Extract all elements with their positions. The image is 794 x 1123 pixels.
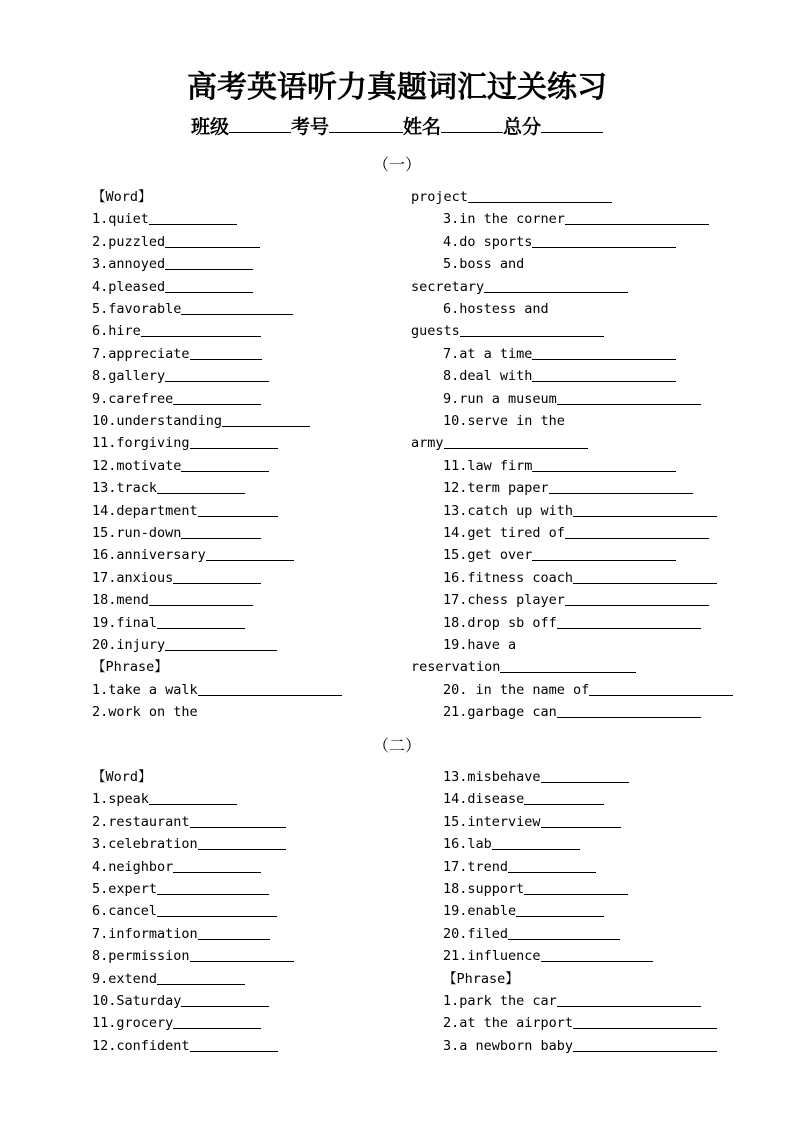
- right-item: [443, 478, 693, 498]
- right-item: [443, 1036, 717, 1056]
- right-item: [411, 433, 588, 453]
- right-item: [443, 254, 524, 274]
- left-item: [92, 613, 245, 633]
- right-item: [443, 344, 676, 364]
- answer-blank[interactable]: [173, 389, 261, 405]
- item-text: 14.department: [92, 502, 198, 519]
- right-item: [443, 590, 709, 610]
- left-item: [92, 1013, 261, 1033]
- answer-blank[interactable]: [565, 590, 709, 606]
- item-text: 12.confident: [92, 1037, 190, 1054]
- item-text: 8.permission: [92, 948, 190, 965]
- right-item: [443, 680, 733, 700]
- right-item: [411, 657, 636, 677]
- left-item: [92, 901, 277, 921]
- item-text: 6.cancel: [92, 903, 158, 920]
- answer-blank[interactable]: [532, 545, 676, 561]
- left-item: [92, 635, 277, 655]
- item-text: 20.injury: [92, 637, 166, 653]
- item-text: 17.chess player: [443, 592, 565, 609]
- item-text: 19.final: [92, 614, 158, 631]
- exam-number-blank[interactable]: [329, 114, 403, 133]
- right-item: [443, 545, 676, 565]
- answer-blank[interactable]: [541, 946, 653, 962]
- item-text: 13.misbehave: [443, 769, 541, 785]
- item-text: 12.motivate: [92, 457, 182, 474]
- answer-blank[interactable]: [157, 478, 245, 494]
- left-item: [92, 657, 168, 677]
- answer-blank[interactable]: [181, 523, 261, 539]
- left-item: [92, 389, 261, 409]
- left-item: [92, 545, 294, 565]
- item-text: 18.mend: [92, 592, 149, 609]
- item-text: 16.anniversary: [92, 547, 206, 564]
- answer-blank[interactable]: [157, 901, 277, 917]
- answer-blank[interactable]: [181, 456, 269, 472]
- item-text: 16.fitness coach: [443, 569, 574, 586]
- answer-blank[interactable]: [173, 1013, 261, 1029]
- left-item: [92, 433, 278, 453]
- answer-blank[interactable]: [149, 209, 237, 225]
- item-text: 13.catch up with: [443, 502, 574, 519]
- answer-blank[interactable]: [557, 613, 701, 629]
- left-item: [92, 946, 294, 966]
- answer-blank[interactable]: [165, 366, 269, 382]
- answer-blank[interactable]: [149, 590, 253, 606]
- left-item: [92, 411, 310, 431]
- answer-blank[interactable]: [190, 344, 262, 360]
- answer-blank[interactable]: [165, 232, 260, 248]
- right-item: [443, 635, 516, 655]
- left-item: [92, 456, 269, 476]
- item-text: 10.Saturday: [92, 993, 182, 1009]
- answer-blank[interactable]: [484, 277, 628, 293]
- answer-blank[interactable]: [190, 1036, 278, 1052]
- left-item: [92, 789, 237, 809]
- answer-blank[interactable]: [198, 834, 286, 850]
- item-text: 19.have a: [443, 637, 517, 653]
- left-item: [92, 523, 261, 543]
- answer-blank[interactable]: [500, 657, 636, 673]
- item-text: 21.garbage can: [443, 704, 557, 721]
- item-text: 【Word】: [92, 189, 152, 205]
- item-text: 5.favorable: [92, 301, 182, 317]
- section-heading-2: （二）: [372, 736, 421, 755]
- answer-blank[interactable]: [516, 901, 604, 917]
- item-text: 19.enable: [443, 903, 517, 920]
- answer-blank[interactable]: [532, 232, 676, 248]
- left-item: [92, 254, 253, 274]
- answer-blank[interactable]: [573, 568, 717, 584]
- item-text: 11.grocery: [92, 1015, 174, 1032]
- right-item: [443, 501, 717, 521]
- item-text: 10.serve in the: [443, 413, 565, 429]
- answer-blank[interactable]: [149, 789, 237, 805]
- right-item: [443, 232, 676, 252]
- right-item: [443, 523, 709, 543]
- answer-blank[interactable]: [549, 478, 693, 494]
- left-item: [92, 277, 253, 297]
- item-text: guests: [411, 323, 460, 340]
- answer-blank[interactable]: [508, 924, 620, 940]
- right-item: [443, 767, 629, 787]
- score-blank[interactable]: [541, 114, 603, 133]
- answer-blank[interactable]: [532, 344, 676, 360]
- item-text: 4.neighbor: [92, 858, 174, 875]
- item-text: 1.take a walk: [92, 681, 198, 698]
- answer-blank[interactable]: [444, 433, 588, 449]
- item-text: 20. in the name of: [443, 681, 590, 698]
- item-text: 1.park the car: [443, 993, 557, 1009]
- answer-blank[interactable]: [468, 187, 612, 203]
- item-text: 3.a newborn baby: [443, 1037, 574, 1054]
- answer-blank[interactable]: [157, 613, 245, 629]
- answer-blank[interactable]: [165, 277, 253, 293]
- item-text: 7.information: [92, 925, 198, 942]
- answer-blank[interactable]: [165, 254, 253, 270]
- right-item: [443, 901, 604, 921]
- item-text: 18.drop sb off: [443, 614, 557, 631]
- score-label: 总分: [503, 116, 542, 138]
- right-item: [443, 299, 549, 319]
- right-item: [443, 389, 701, 409]
- item-text: 【Phrase】: [92, 659, 168, 676]
- left-item: [92, 834, 286, 854]
- item-text: 1.speak: [92, 791, 149, 808]
- item-text: 11.forgiving: [92, 435, 190, 452]
- right-item: [411, 187, 612, 207]
- left-item: [92, 702, 198, 722]
- item-text: 6.hostess and: [443, 301, 549, 317]
- item-text: 14.disease: [443, 791, 525, 808]
- item-text: 17.anxious: [92, 569, 174, 586]
- item-text: 8.gallery: [92, 368, 166, 385]
- left-item: [92, 1036, 278, 1056]
- item-text: 2.puzzled: [92, 233, 166, 250]
- left-item: [92, 366, 269, 386]
- left-item: [92, 299, 293, 319]
- answer-blank[interactable]: [173, 568, 261, 584]
- item-text: 6.hire: [92, 323, 141, 340]
- item-text: 【Word】: [92, 769, 152, 785]
- answer-blank[interactable]: [524, 789, 604, 805]
- left-item: [92, 321, 261, 341]
- answer-blank[interactable]: [532, 456, 676, 472]
- answer-blank[interactable]: [157, 969, 245, 985]
- left-item: [92, 478, 245, 498]
- student-info-line: [0, 112, 794, 139]
- answer-blank[interactable]: [190, 433, 278, 449]
- item-text: project: [411, 189, 468, 205]
- right-item: [411, 321, 604, 341]
- right-item: [443, 1013, 717, 1033]
- right-item: [443, 568, 717, 588]
- item-text: 7.at a time: [443, 345, 533, 362]
- left-item: [92, 969, 245, 989]
- answer-blank[interactable]: [524, 879, 628, 895]
- left-item: [92, 187, 152, 207]
- left-item: [92, 344, 262, 364]
- item-text: 15.interview: [443, 813, 541, 830]
- item-text: 21.influence: [443, 948, 541, 965]
- right-item: [443, 812, 621, 832]
- left-item: [92, 209, 237, 229]
- right-item: [443, 924, 620, 944]
- answer-blank[interactable]: [573, 501, 717, 517]
- item-text: 9.extend: [92, 970, 158, 987]
- right-item: [443, 857, 596, 877]
- item-text: 2.at the airport: [443, 1015, 574, 1032]
- left-item: [92, 767, 152, 787]
- left-item: [92, 879, 269, 899]
- right-item: [443, 946, 653, 966]
- item-text: army: [411, 435, 444, 452]
- left-item: [92, 680, 342, 700]
- answer-blank[interactable]: [532, 366, 676, 382]
- answer-blank[interactable]: [508, 857, 596, 873]
- answer-blank[interactable]: [206, 545, 294, 561]
- answer-blank[interactable]: [557, 702, 701, 718]
- answer-blank[interactable]: [573, 1013, 717, 1029]
- item-text: 17.trend: [443, 858, 509, 875]
- answer-blank[interactable]: [165, 635, 277, 651]
- answer-blank[interactable]: [565, 209, 709, 225]
- item-text: 20.filed: [443, 925, 509, 942]
- answer-blank[interactable]: [198, 501, 278, 517]
- item-text: 【Phrase】: [443, 970, 519, 987]
- right-item: [443, 969, 519, 989]
- class-blank[interactable]: [229, 114, 291, 133]
- item-text: 4.do sports: [443, 233, 533, 250]
- right-item: [443, 613, 701, 633]
- item-text: 2.work on the: [92, 704, 198, 721]
- right-item: [443, 209, 709, 229]
- item-text: 16.lab: [443, 836, 492, 853]
- left-item: [92, 568, 261, 588]
- name-blank[interactable]: [441, 114, 503, 133]
- exam-number-label: 考号: [290, 116, 329, 138]
- right-item: [443, 366, 676, 386]
- item-text: 13.track: [92, 480, 158, 497]
- item-text: 5.boss and: [443, 256, 525, 273]
- answer-blank[interactable]: [589, 680, 733, 696]
- item-text: 7.appreciate: [92, 345, 190, 362]
- answer-blank[interactable]: [198, 924, 270, 940]
- item-text: 9.run a museum: [443, 390, 557, 407]
- item-text: 14.get tired of: [443, 525, 565, 541]
- left-item: [92, 924, 270, 944]
- answer-blank[interactable]: [141, 321, 261, 337]
- left-item: [92, 991, 269, 1011]
- class-label: 班级: [190, 116, 229, 138]
- right-item: [443, 789, 604, 809]
- answer-blank[interactable]: [173, 857, 261, 873]
- item-text: 15.run-down: [92, 525, 182, 541]
- answer-blank[interactable]: [181, 299, 293, 315]
- page-title: 高考英语听力真题词汇过关练习: [187, 70, 607, 105]
- item-text: 3.celebration: [92, 836, 198, 853]
- answer-blank[interactable]: [460, 321, 604, 337]
- left-item: [92, 857, 261, 877]
- right-item: [443, 456, 676, 476]
- item-text: 8.deal with: [443, 368, 533, 385]
- answer-blank[interactable]: [541, 767, 629, 783]
- answer-blank[interactable]: [222, 411, 310, 427]
- answer-blank[interactable]: [557, 389, 701, 405]
- name-label: 姓名: [403, 116, 442, 138]
- right-item: [411, 277, 628, 297]
- item-text: 4.pleased: [92, 278, 166, 295]
- answer-blank[interactable]: [181, 991, 269, 1007]
- item-text: 3.in the corner: [443, 211, 565, 228]
- item-text: 12.term paper: [443, 480, 549, 497]
- right-item: [443, 991, 701, 1011]
- item-text: 18.support: [443, 881, 525, 897]
- item-text: 5.expert: [92, 881, 158, 897]
- item-text: 3.annoyed: [92, 256, 166, 273]
- left-item: [92, 501, 278, 521]
- answer-blank[interactable]: [573, 1036, 717, 1052]
- answer-blank[interactable]: [190, 812, 286, 828]
- section-heading-1: （一）: [372, 155, 421, 174]
- answer-blank[interactable]: [557, 991, 701, 1007]
- item-text: 1.quiet: [92, 211, 149, 228]
- item-text: 2.restaurant: [92, 813, 190, 830]
- left-item: [92, 812, 286, 832]
- item-text: 10.understanding: [92, 413, 223, 429]
- item-text: 11.law firm: [443, 457, 533, 474]
- answer-blank[interactable]: [190, 946, 294, 962]
- answer-blank[interactable]: [492, 834, 580, 850]
- left-item: [92, 232, 260, 252]
- right-item: [443, 702, 701, 722]
- right-item: [443, 879, 628, 899]
- answer-blank[interactable]: [198, 680, 342, 696]
- right-item: [443, 411, 565, 431]
- right-item: [443, 834, 580, 854]
- item-text: 15.get over: [443, 547, 533, 564]
- answer-blank[interactable]: [541, 812, 621, 828]
- answer-blank[interactable]: [157, 879, 269, 895]
- item-text: 9.carefree: [92, 390, 174, 407]
- item-text: secretary: [411, 278, 485, 295]
- answer-blank[interactable]: [565, 523, 709, 539]
- left-item: [92, 590, 253, 610]
- item-text: reservation: [411, 659, 501, 676]
